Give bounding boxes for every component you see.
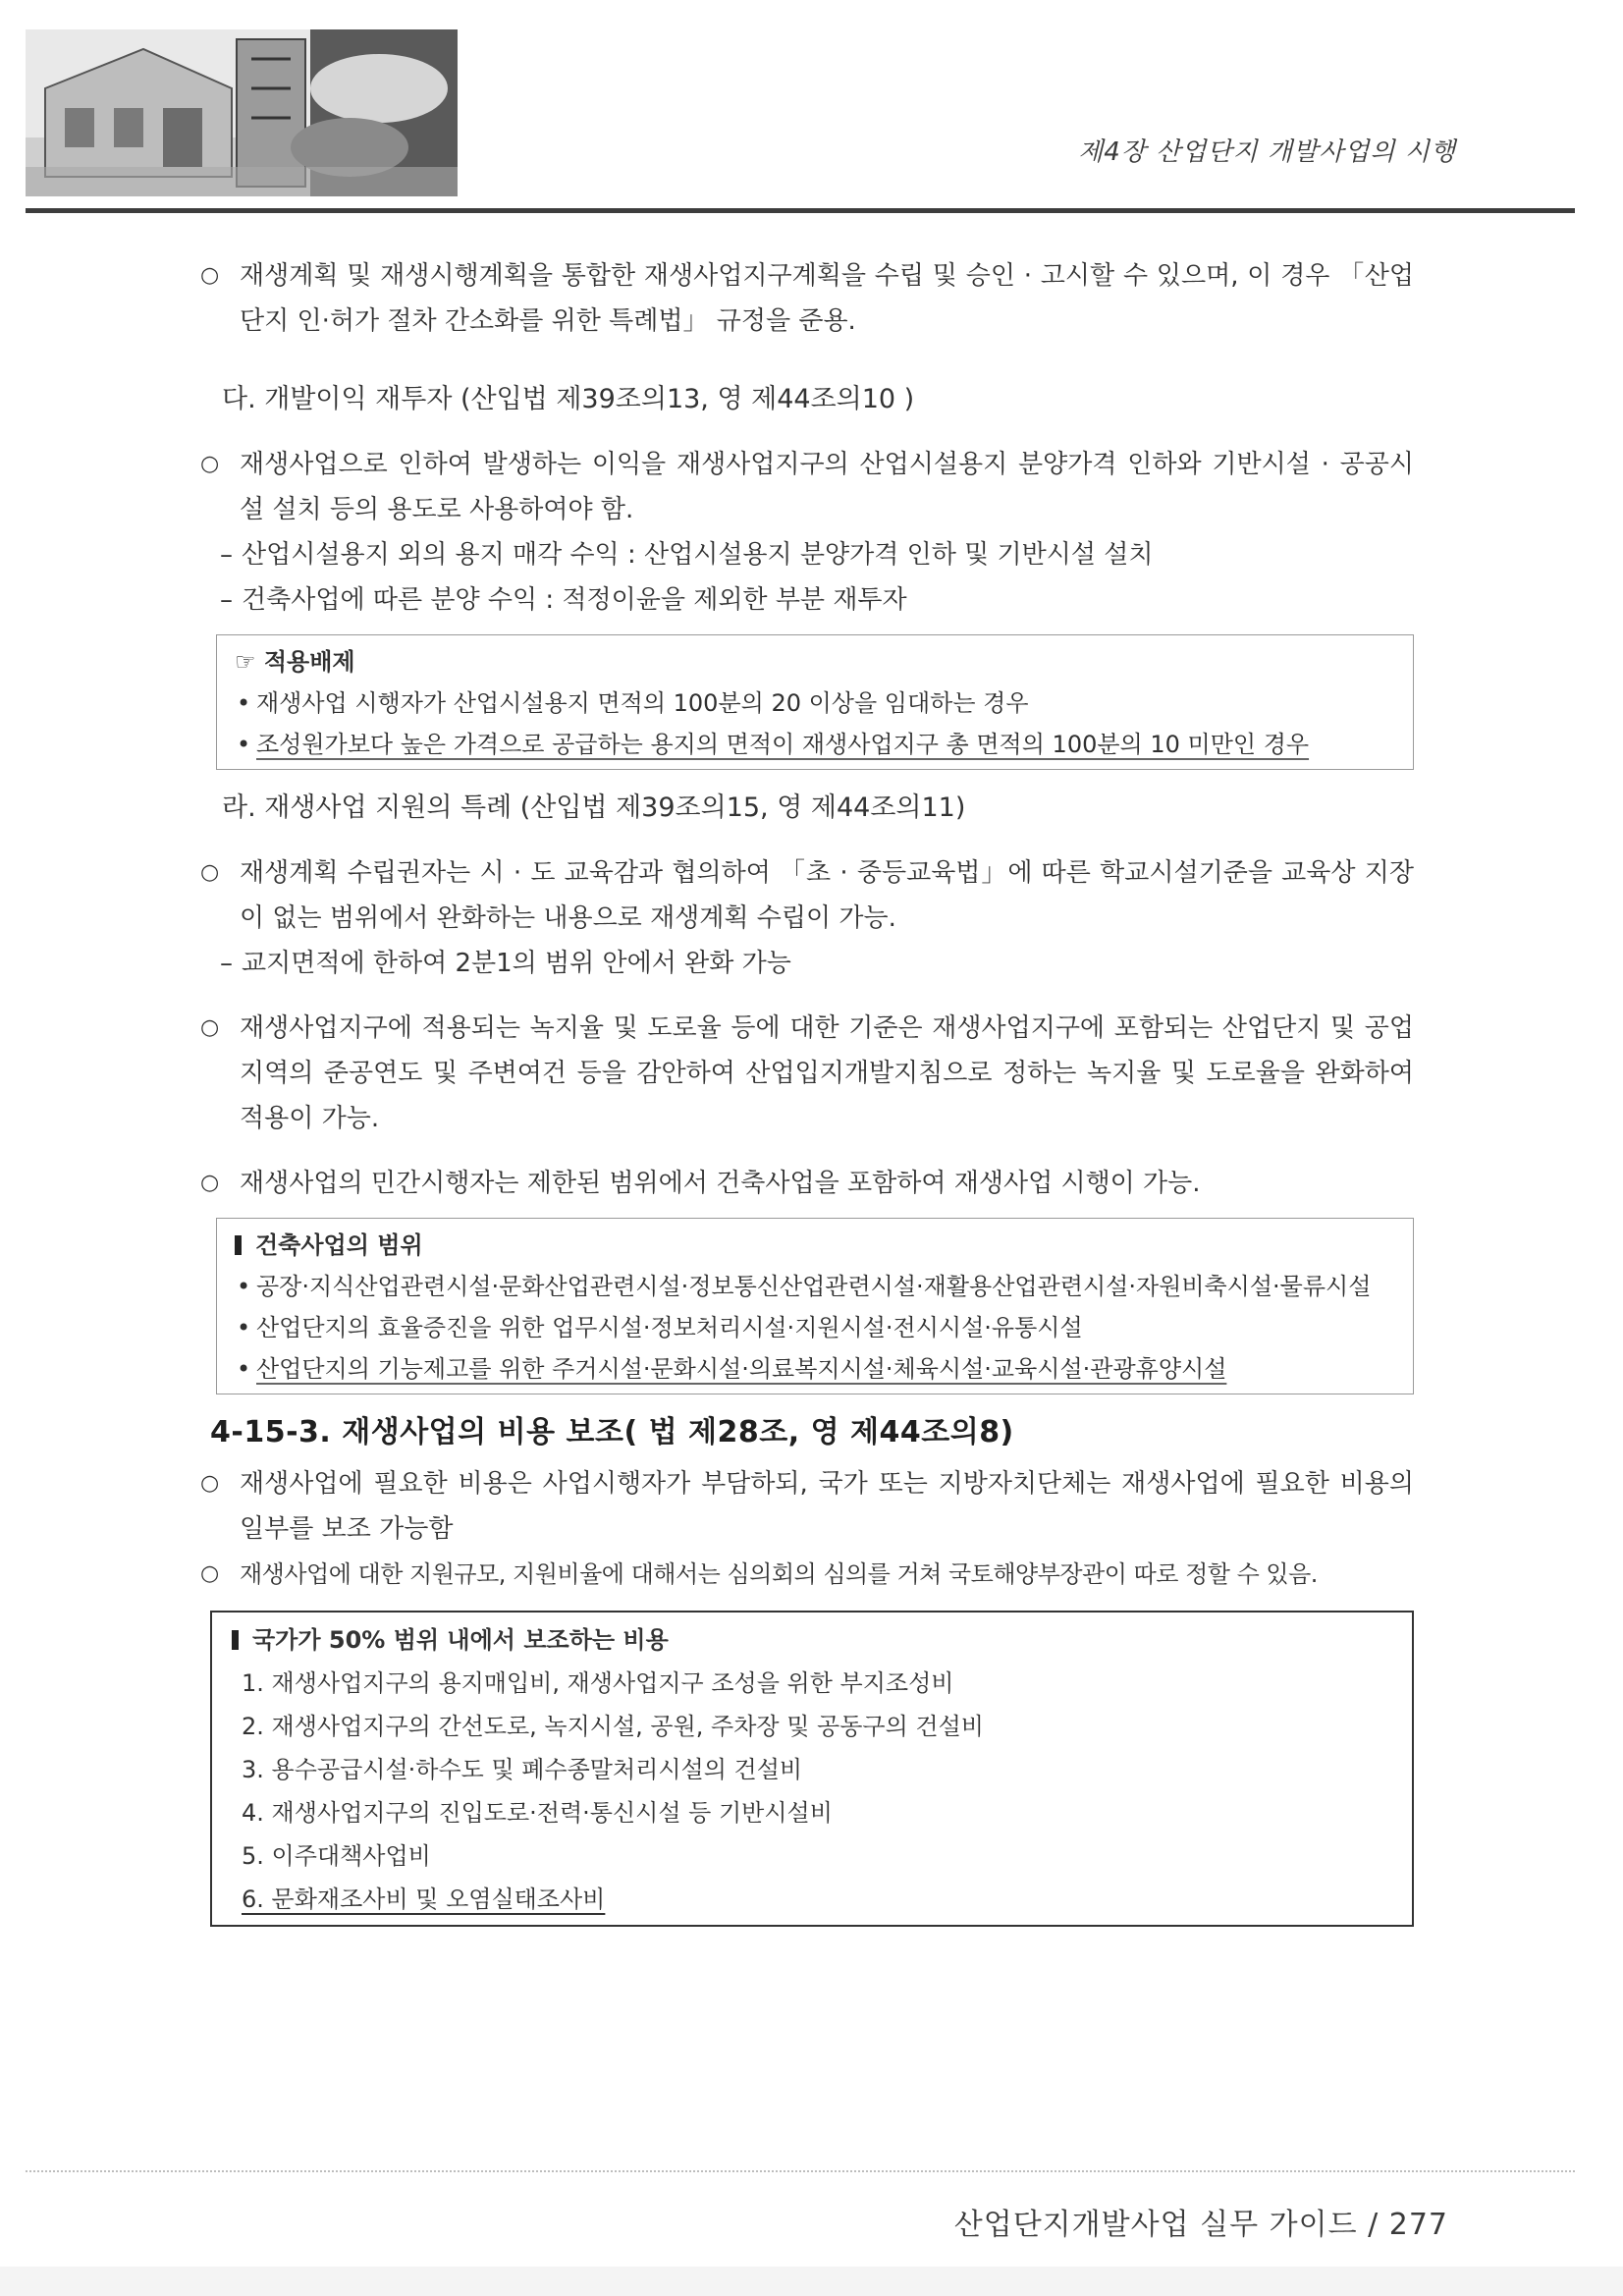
subheading-ra: 라. 재생사업 지원의 특례 (산입법 제39조의15, 영 제44조의11) — [222, 793, 966, 823]
paragraph: ○ 재생계획 수립권자는 시 · 도 교육감과 협의하여 「초 · 중등교육법」에 따른 학교시설기준을 교육상 지장이 없는 범위에서 완화하는 내용으로 재생계획 수립이 가능. — [196, 850, 1414, 941]
chapter-title: 제4장 산업단지 개발사업의 시행 — [1078, 137, 1456, 167]
box-title: ☞ 적용배제 — [235, 648, 355, 676]
list-item: 3. 용수공급시설·하수도 및 폐수종말처리시설의 건설비 — [242, 1756, 803, 1783]
section-heading: 4-15-3. 재생사업의 비용 보조( 법 제28조, 영 제44조의8) — [210, 1415, 1014, 1449]
exclusion-box — [216, 634, 1414, 770]
list-item: 4. 재생사업지구의 진입도로·전력·통신시설 등 기반시설비 — [242, 1799, 833, 1827]
marker-icon — [232, 1630, 239, 1650]
header-rule — [26, 208, 1575, 213]
list-item: 2. 재생사업지구의 간선도로, 녹지시설, 공원, 주차장 및 공동구의 건설비 — [242, 1713, 984, 1740]
dash-item: – 산업시설용지 외의 용지 매각 수익 : 산업시설용지 분양가격 인하 및 기반시설 설치 — [196, 532, 1414, 577]
box-item: • 공장·지식산업관련시설·문화산업관련시설·정보통신산업관련시설·재활용산업관련시설·자원비축시설·물류시설 — [235, 1266, 1395, 1307]
subheading-da: 다. 개발이익 재투자 (산입법 제39조의13, 영 제44조의10 ) — [222, 384, 915, 414]
header-illustration — [26, 29, 458, 196]
list-item: 1. 재생사업지구의 용지매입비, 재생사업지구 조성을 위한 부지조성비 — [242, 1669, 954, 1697]
list-item: 5. 이주대책사업비 — [242, 1842, 431, 1870]
box-title: 국가가 50% 범위 내에서 보조하는 비용 — [252, 1626, 669, 1654]
paragraph: ○ 재생사업에 대한 지원규모, 지원비율에 대해서는 심의회의 심의를 거쳐 국토해양부장관이 따로 정할 수 있음. — [196, 1552, 1414, 1597]
paragraph: ○ 재생계획 및 재생시행계획을 통합한 재생사업지구계획을 수립 및 승인 · 고시할 수 있으며, 이 경우 「산업단지 인·허가 절차 간소화를 위한 특례법」 규정을 준용. — [196, 253, 1414, 344]
paragraph: ○ 재생사업에 필요한 비용은 사업시행자가 부담하되, 국가 또는 지방자치단체는 재생사업에 필요한 비용의 일부를 보조 가능함 — [196, 1461, 1414, 1552]
page-body — [196, 253, 1414, 1927]
box-item: • 산업단지의 기능제고를 위한 주거시설·문화시설·의료복지시설·체육시설·교육시설·관광휴양시설 — [235, 1348, 1395, 1390]
box-item: • 산업단지의 효율증진을 위한 업무시설·정보처리시설·지원시설·전시시설·유통시설 — [235, 1307, 1395, 1348]
page-footer: 산업단지개발사업 실무 가이드 / 277 — [953, 2208, 1448, 2242]
scan-edge — [0, 2267, 1623, 2296]
list-item: 6. 문화재조사비 및 오염실태조사비 — [242, 1886, 606, 1913]
dash-item: – 건축사업에 따른 분양 수익 : 적정이윤을 제외한 부분 재투자 — [196, 577, 1414, 623]
dash-item: – 교지면적에 한하여 2분1의 범위 안에서 완화 가능 — [196, 941, 1414, 986]
paragraph: ○ 재생사업으로 인하여 발생하는 이익을 재생사업지구의 산업시설용지 분양가격 인하와 기반시설 · 공공시설 설치 등의 용도로 사용하여야 함. — [196, 442, 1414, 532]
paragraph: ○ 재생사업의 민간시행자는 제한된 범위에서 건축사업을 포함하여 재생사업 시행이 가능. — [196, 1161, 1414, 1206]
box-item: • 조성원가보다 높은 가격으로 공급하는 용지의 면적이 재생사업지구 총 면적의 100분의 10 미만인 경우 — [235, 724, 1395, 765]
marker-icon — [235, 1235, 242, 1255]
box-title: 건축사업의 범위 — [255, 1231, 423, 1259]
footer-rule — [26, 2170, 1575, 2172]
paragraph: ○ 재생사업지구에 적용되는 녹지율 및 도로율 등에 대한 기준은 재생사업지구에 포함되는 산업단지 및 공업지역의 준공연도 및 주변여건 등을 감안하여 산업입지개발지침으로 정하는 녹지율 및 도로율을 완화하여 적용이 가능. — [196, 1006, 1414, 1141]
building-scope-box — [216, 1218, 1414, 1394]
box-item: • 재생사업 시행자가 산업시설용지 면적의 100분의 20 이상을 임대하는 경우 — [235, 683, 1395, 724]
subsidy-box — [210, 1611, 1414, 1927]
